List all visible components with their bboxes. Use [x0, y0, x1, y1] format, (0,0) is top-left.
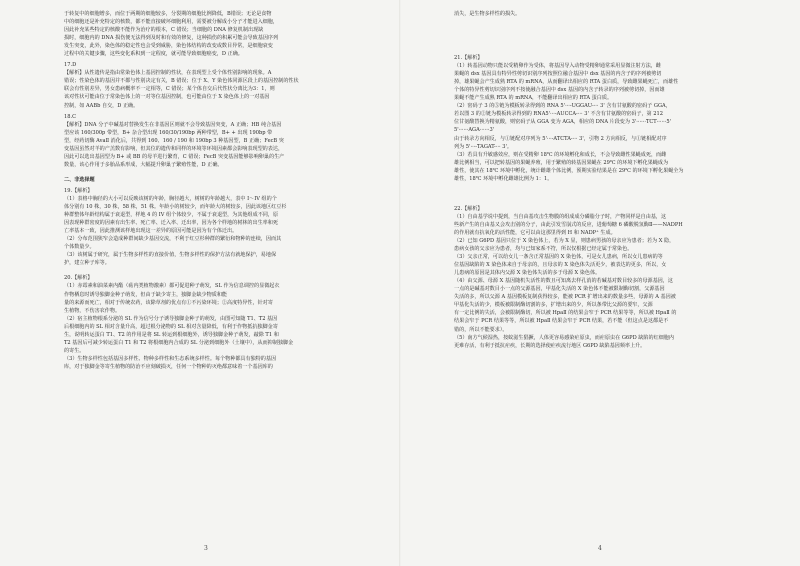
text-line: 更难存活，有利于抵抗疟疾，长期的选择使疟疾流行地区 G6PD 缺陷基因频率上升。 [454, 342, 646, 349]
text-line: 若以图 3 的②链为模板转录得到的 RNA5'···-AUCCA-··· 3' 不含有甘氨酸的密码子，第 212 [454, 111, 663, 118]
text-line: 【解析】从性遗传是指由常染色体上基因控制的性状，在表现型上受个体性别影响的现象。A [64, 70, 272, 77]
text-line: 库，对于独脚金等寄生植物的防治不应刻破损灭，任何一个物种的灭绝都意味着一个基因库的 [64, 363, 273, 370]
text-line: 的作用就有抗氧化的活性能，它可以由这那里得到 H 和 NADP⁺ 生成。 [454, 229, 616, 236]
text-line: （5）南方气候湿热，按蚊滋生猖獗，人体更容易感染疟原虫，而疟原虫在 G6PD 缺陷的红细胞内 [454, 334, 674, 341]
text-line: 发生突变，此外，染色体的稳定性也会受到威胁，染色体结构的改变或数目异常，是细胞衰变 [64, 43, 273, 50]
text-line: 作物栖息时诱导独脚金种子萌发，但由于缺少寄主，独脚金缺少物质和能 [64, 291, 228, 298]
right-page [400, 0, 800, 566]
text-line: （2）宿主植物根系分泌的 SL 作为信号分子诱导独脚金种子的萌发，由图可知随 T1、T2 基因 [64, 315, 278, 322]
text-line: 损时，细胞内的 DNA 损伤便无法得到及时和有效的修复，这种损伤的积累可能会导致基因序列 [64, 35, 279, 42]
page-number: 3 [204, 545, 208, 552]
text-line: 雄性，18℃ 环境中孵化雌雄比例为 1：1。 [454, 175, 553, 182]
text-line: 型，经药切酶 AvaⅡ 消化后，共得到 160、160 / 190 和 190bp 3 种基因型，B 正确；FecB 突 [64, 137, 284, 144]
text-line: 该对性状可能由位于常染色体上的一对等位基因控制，也可能由位于 X 染色体上的一对基因 [64, 94, 270, 101]
q20-label: 20.【解析】 [64, 275, 93, 282]
q18-explanation [64, 121, 378, 169]
text-line: 变基因虽然对羊的产羔数有影响，但其位的遗传和同样的环境等环境因素都会影响表现型的表达， [64, 145, 284, 152]
q22-label: 22.【解析】 [454, 205, 483, 212]
text-line: （1）转基因动物只能以受精卵作为受体，将基因导入动物受精卵通常采用显微注射方法，雌 [454, 63, 661, 70]
text-line: 5'······AGA······3' [454, 127, 495, 134]
q21-label: 21.【解析】 [454, 55, 483, 62]
q19-label: 19.【解析】 [64, 187, 93, 194]
text-line: 雄性，使其在 18℃ 环境中孵化，统计雌雄个体比例，预期实验结果是在 29℃ 的环境下孵化果蝇全为 [454, 167, 684, 174]
text-line: 亡率基本一致，因此推测该样地出现这一差异的原因可能是因为有个体迁出。 [64, 228, 238, 235]
text-line: 雄比例相当，可以把转基因的果蝇养殖，用于繁殖的转基因果蝇在 29℃ 的环境下孵化果蝇成为 [454, 159, 669, 166]
text-line: （3）该树属于研究，属于生物多样性的直接价值，生物多样性的保护方法有就地保护，易地保 [64, 252, 277, 259]
text-line: 数量，该心作用于多胎品系形成，大幅提升卵巢子繁殖性能，D 正确。 [64, 161, 223, 168]
q18-label: 18.C [64, 113, 76, 120]
text-line: （2）密码子 3 的⑤链为模板转录得到的 RNA 5'···-UGGAU-··· 3' 含有甘氨酸的密码子 GGA， [454, 103, 671, 110]
q16-explanation-tail [64, 10, 378, 58]
text-line: 患病女孩的父亲应为患者，均与已知家系不符，所以仅根据已经定属于常染色。 [454, 246, 633, 253]
text-line: 护，建立种子库等。 [64, 260, 110, 267]
q17-explanation [64, 69, 378, 109]
text-line: （3）父亲正常，可以给女儿一条含正常基因的 X 染色体，可是女儿患病，所以女儿患病的等 [454, 254, 663, 261]
text-line: 由于转录方向相反，与①链配对序列为 5'···-ATCTA-··· 3'，引物 2 方向相反，与①链相配对序 [454, 135, 667, 142]
text-line: 个体的特异性剪切识别序列不按使融合基因中 dsx 基因的内含子转录的序列被剪切掉，因而雄 [454, 87, 665, 94]
text-line: 失活的多，所以父源 A 基因模板复制获得较多，能被 PCR 扩增出来的数量多些，母源的 A 基因被 [454, 294, 676, 301]
text-line: （2）分布范围狭窄会造成种群间缺少基因交流，不利于红豆杉种群的繁衍和物种的连续，因而其 [64, 236, 282, 243]
section-title: 二、非选择题 [64, 176, 95, 183]
text-line: （4）由父源、母源 X 基因随机失活性的数且可知离去样孔消的若碱基对数目较多的母源基因，这 [454, 278, 673, 285]
text-line: 儿患病的原因是其体内父源 X 染色体失活的多于母源 X 染色体。 [454, 270, 601, 277]
text-line: 位甘氨酸替换为精氨酸，则密码子从 GGA 变为 AGA，相应的 DNA 片段变为 3'······TCT······5' [454, 119, 672, 126]
text-line: 位基因缺陷的 X 染色体来自于母亲的，且母亲的 X 染色体失活更少，被表达的更多，所以，女 [454, 262, 667, 269]
text-line: 错的，所以不能要求）。 [454, 326, 508, 333]
text-line: 的寄生。 [64, 347, 85, 354]
text-line: 甲基化失活的少，模板被限制酶切割的多，扩增出来的少，所以条带比父源的要窄，父源 [454, 302, 653, 309]
text-line: 【解析】DNA 分子中碱基对替换发生在非基因区则就不会导致基因突变，A 正确；HB 纯合基因 [64, 121, 282, 128]
text-line: 错误；性染色体的基因并不都与性别决定有关，B 错误；位于 X、Y 染色体同源区段上的基因控制的性状 [64, 78, 299, 85]
text-line: 于转复中的细胞增多，而位于两期的细胞较多，分裂期的细胞比例降低，B错误；无论是食物 [64, 11, 272, 17]
text-line: 因此可以选出基因型为 B+ 或 BB 的母羊进行繁育，C 错误；FecB 突变基因能够影响卵巢的生产 [64, 153, 285, 160]
text-line: 个体数量少。 [64, 244, 95, 251]
text-line: （2）已知 G6PD 基因只位于 X 染色体上，若为 X 显，则患病男孩的母亲应为患者；若为 X 隐， [454, 237, 675, 244]
text-line: 列为 5'···-TAGAT-··· 3'。 [454, 143, 512, 150]
text-line: （1）自由基学说中提到，当自由基攻击生物膜的组成成分磷脂分子时，产物同样是自由基，这 [454, 213, 667, 220]
text-line: 因表现种群密度的因素有出生率、死亡率、迁入率、迁出率，因为各个样地的树林的出生率和死 [64, 220, 278, 227]
q21-explanation [454, 62, 764, 183]
text-line: 果蝇不能产生成熟 RTA 的 mRNA，不能翻译出相应的 RTA 蛋白质。 [454, 95, 613, 102]
text-line: T2 基因后可减少转运蛋白 T1 和 T2 将根细胞内合成的 SL 分泌到细胞外（土壤中），从而抑制独脚金 [64, 339, 294, 346]
q20-explanation [64, 282, 378, 371]
q17-label: 17.D [64, 62, 77, 69]
text-line: 一点的是碱基对数目小一点的父源基因，甲基化失活的 X 染色体不能被限制酶切割，父源基因 [454, 286, 665, 293]
text-line: （1）赤霉素和油菜素内酯（萜内类植物激素）都可促进种子萌发，SL 作为信息调控的显微起衣 [64, 283, 280, 290]
text-line: 有一定比例的失活，会被限制酶切，所以被 HpaⅡ 的结果会窄于 PCR 结果等等，所以被 HpaⅡ 的 [454, 310, 677, 317]
text-line: 因此补充某些特定的核酸不能作为治疗的根本，C 错误；当细胞的 DNA 修复机制出现缺 [64, 27, 264, 34]
text-line: 果蝇的 dsx 基因具有特异性剪切识别序列按照位融合基因中 dsx 基因的内含子的序列被剪切 [454, 71, 662, 78]
text-line: 量的来源而死亡，相对于传统农药，该除草剂的优点有①不污染环境；②高度特异性，针对寄 [64, 299, 273, 306]
page-number: 4 [598, 545, 602, 552]
text-line: 联会有性别差异，男女患病概率不一定相等，C 错误；某个体自交后代性状分离比为3：1，则 [64, 86, 275, 93]
text-line: 过程中的关键步骤，这些变化系积到一定程度，就可能导致细胞癌变，D 正确。 [64, 51, 243, 58]
text-line: 控制，如 AABb 自交，D 正确。 [64, 102, 139, 109]
text-line: 体分别有 10 株，30 株，58 株，51 株。年龄小的树较少，而年龄大的树较多，因此该地区红豆杉 [64, 204, 287, 211]
q22-explanation [454, 213, 764, 350]
q20-explanation-tail: 消失，是生物多样性的损失。 [454, 11, 521, 17]
text-line: 生植物，不伤害农作物。 [64, 307, 121, 314]
text-line: 结果会窄于 PCR 结果等等，所以被 HpaⅡ 结果会窄于 PCR 结果，若不能（但这点是这都是不 [454, 318, 669, 325]
text-line: 种群整体年龄结构属于衰退型，样地 4 的 IV 组个体较少，不属于衰退型，为其他组成不同，原 [64, 212, 279, 219]
q19-explanation [64, 195, 378, 267]
text-line: 些新产生的自由基又会攻击别的分子，由此引发雪崩式的反应，进葡萄糖 6 磷酸脱氢酶Ⅱ——NADPH [454, 221, 683, 228]
text-line: （3）若具有升敏感效应，则在受精卵 18℃ 的环境孵化和成长，不会导致雌性果蝇成死，而雌 [454, 151, 667, 158]
text-line: 生，说明转运蛋白 T1、T2 的作用是将 SL 转运到根细胞外，诱导独脚金种子萌发，敲除 T1 和 [64, 331, 279, 338]
text-line: 中的细胞还是补充特定的核数，都不能直接破坏细胞利用，需要被分解成小分子才能进入细胞， [64, 19, 278, 26]
text-line: 后根细胞内的 SL 相对含量升高，超过根分泌物的 SL 相对含量降低，有利于作物抵抗独脚金寄 [64, 323, 278, 330]
text-line: 型应该 160/300p 带型，B+ 杂合型出现 160/30/190bp 两种带型，B+ + 出现 190bp 带 [64, 129, 273, 136]
text-line: 掉，雄果蝇会产生成熟 RTA 的 mRNA，从而翻译出相应的 RTA 蛋白质，导致雌果蝇死亡，而雄性 [454, 79, 679, 86]
text-line: （3）生物多样性包括基因多样性、物种多样性和生态系统多样性。每个物种都具有独特的基因 [64, 355, 277, 362]
text-line: （1）表格中胸径的大小可以反映该树的年龄，胸径越大，树树的年龄越大，表中 I～IV 组的个 [64, 195, 277, 202]
